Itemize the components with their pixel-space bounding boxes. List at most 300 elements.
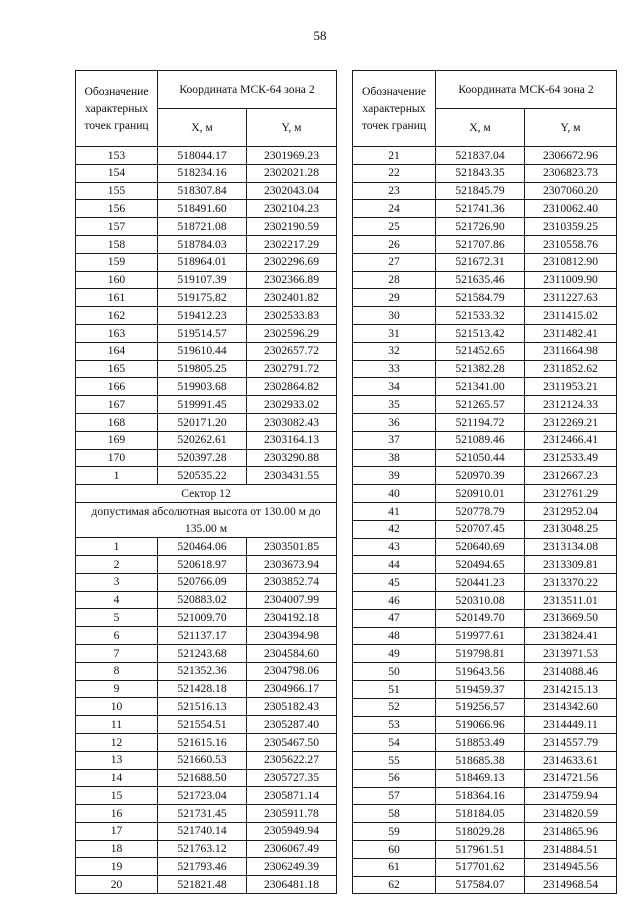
point-number-cell: 18 <box>76 840 158 858</box>
x-coordinate-cell: 521615.16 <box>158 733 247 751</box>
y-coordinate-cell: 2311953.21 <box>525 378 617 396</box>
x-coordinate-cell: 519805.25 <box>158 360 247 378</box>
table-row <box>76 591 337 609</box>
y-coordinate-cell: 2307060.20 <box>525 182 617 200</box>
table-row <box>76 876 337 894</box>
point-number-cell: 23 <box>353 182 436 200</box>
y-coordinate-cell: 2314759.94 <box>525 787 617 805</box>
point-number-cell: 33 <box>353 360 436 378</box>
table-row <box>353 591 617 609</box>
x-coordinate-cell: 518784.03 <box>158 235 247 253</box>
y-coordinate-cell: 2312124.33 <box>525 396 617 414</box>
y-coordinate-cell: 2303673.94 <box>247 555 337 573</box>
x-coordinate-cell: 519610.44 <box>158 342 247 360</box>
point-number-cell: 40 <box>353 485 436 503</box>
header-point-label: Обозначение характерных точек границ <box>76 71 158 147</box>
x-coordinate-cell: 521843.35 <box>436 164 525 182</box>
x-coordinate-cell: 521382.28 <box>436 360 525 378</box>
x-coordinate-cell: 520535.22 <box>158 467 247 485</box>
point-number-cell: 44 <box>353 556 436 574</box>
point-number-cell: 157 <box>76 218 158 236</box>
table-row <box>353 698 617 716</box>
y-coordinate-cell: 2305287.40 <box>247 716 337 734</box>
table-row <box>353 485 617 503</box>
y-coordinate-cell: 2311482.41 <box>525 324 617 342</box>
y-coordinate-cell: 2312952.04 <box>525 502 617 520</box>
x-coordinate-cell: 518853.49 <box>436 734 525 752</box>
point-number-cell: 37 <box>353 431 436 449</box>
table-row <box>353 360 617 378</box>
x-coordinate-cell: 521341.00 <box>436 378 525 396</box>
point-number-cell: 163 <box>76 324 158 342</box>
x-coordinate-cell: 520262.61 <box>158 431 247 449</box>
point-number-cell: 9 <box>76 680 158 698</box>
y-coordinate-cell: 2310062.40 <box>525 200 617 218</box>
point-number-cell: 13 <box>76 751 158 769</box>
y-coordinate-cell: 2312761.29 <box>525 485 617 503</box>
table-row <box>76 644 337 662</box>
header-x-label: X, м <box>158 109 247 147</box>
y-coordinate-cell: 2302296.69 <box>247 253 337 271</box>
x-coordinate-cell: 519459.37 <box>436 680 525 698</box>
point-number-cell: 56 <box>353 769 436 787</box>
point-number-cell: 167 <box>76 396 158 414</box>
point-number-cell: 48 <box>353 627 436 645</box>
y-coordinate-cell: 2311009.90 <box>525 271 617 289</box>
point-number-cell: 24 <box>353 200 436 218</box>
table-row <box>76 769 337 787</box>
point-number-cell: 32 <box>353 342 436 360</box>
x-coordinate-cell: 519798.81 <box>436 645 525 663</box>
y-coordinate-cell: 2314215.13 <box>525 680 617 698</box>
x-coordinate-cell: 521731.45 <box>158 805 247 823</box>
sector-header <box>76 485 337 538</box>
table-row <box>76 787 337 805</box>
y-coordinate-cell: 2304007.99 <box>247 591 337 609</box>
x-coordinate-cell: 520397.28 <box>158 449 247 467</box>
point-number-cell: 55 <box>353 752 436 770</box>
point-number-cell: 21 <box>353 147 436 165</box>
table-row <box>76 164 337 182</box>
table-row <box>76 538 337 556</box>
y-coordinate-cell: 2302190.59 <box>247 218 337 236</box>
x-coordinate-cell: 517584.07 <box>436 876 525 894</box>
point-number-cell: 39 <box>353 467 436 485</box>
table-row <box>353 663 617 681</box>
y-coordinate-cell: 2314342.60 <box>525 698 617 716</box>
table-row <box>353 324 617 342</box>
table-row <box>353 520 617 538</box>
table-row <box>353 734 617 752</box>
y-coordinate-cell: 2310359.25 <box>525 218 617 236</box>
point-number-cell: 155 <box>76 182 158 200</box>
y-coordinate-cell: 2314449.11 <box>525 716 617 734</box>
point-number-cell: 15 <box>76 787 158 805</box>
y-coordinate-cell: 2313971.53 <box>525 645 617 663</box>
x-coordinate-cell: 521741.36 <box>436 200 525 218</box>
table-row <box>76 467 337 485</box>
y-coordinate-cell: 2312466.41 <box>525 431 617 449</box>
y-coordinate-cell: 2313511.01 <box>525 591 617 609</box>
table-body-right <box>353 147 617 894</box>
point-number-cell: 41 <box>353 502 436 520</box>
table-row <box>76 751 337 769</box>
x-coordinate-cell: 520494.65 <box>436 556 525 574</box>
y-coordinate-cell: 2304192.18 <box>247 609 337 627</box>
x-coordinate-cell: 518234.16 <box>158 164 247 182</box>
point-number-cell: 59 <box>353 823 436 841</box>
x-coordinate-cell: 519991.45 <box>158 396 247 414</box>
x-coordinate-cell: 518685.38 <box>436 752 525 770</box>
y-coordinate-cell: 2313824.41 <box>525 627 617 645</box>
table-row <box>76 698 337 716</box>
point-number-cell: 60 <box>353 841 436 859</box>
point-number-cell: 35 <box>353 396 436 414</box>
table-row <box>353 218 617 236</box>
point-number-cell: 168 <box>76 413 158 431</box>
point-number-cell: 1 <box>76 538 158 556</box>
table-row <box>353 431 617 449</box>
page-number: 58 <box>313 28 327 43</box>
x-coordinate-cell: 518364.16 <box>436 787 525 805</box>
point-number-cell: 154 <box>76 164 158 182</box>
y-coordinate-cell: 2313309.81 <box>525 556 617 574</box>
header-coordinates-label: Координата МСК-64 зона 2 <box>158 71 337 109</box>
point-number-cell: 17 <box>76 822 158 840</box>
y-coordinate-cell: 2310558.76 <box>525 235 617 253</box>
y-coordinate-cell: 2306672.96 <box>525 147 617 165</box>
point-number-cell: 160 <box>76 271 158 289</box>
table-row <box>353 271 617 289</box>
table-row <box>353 752 617 770</box>
y-coordinate-cell: 2314088.46 <box>525 663 617 681</box>
x-coordinate-cell: 518029.28 <box>436 823 525 841</box>
y-coordinate-cell: 2313048.25 <box>525 520 617 538</box>
point-number-cell: 45 <box>353 574 436 592</box>
x-coordinate-cell: 520149.70 <box>436 609 525 627</box>
x-coordinate-cell: 521707.86 <box>436 235 525 253</box>
y-coordinate-cell: 2304394.98 <box>247 627 337 645</box>
point-number-cell: 49 <box>353 645 436 663</box>
point-number-cell: 161 <box>76 289 158 307</box>
y-coordinate-cell: 2302104.23 <box>247 200 337 218</box>
x-coordinate-cell: 519412.23 <box>158 307 247 325</box>
point-number-cell: 7 <box>76 644 158 662</box>
x-coordinate-cell: 518184.05 <box>436 805 525 823</box>
table-row <box>353 182 617 200</box>
point-number-cell: 58 <box>353 805 436 823</box>
table-body-sector-11 <box>76 147 337 485</box>
point-number-cell: 11 <box>76 716 158 734</box>
point-number-cell: 164 <box>76 342 158 360</box>
y-coordinate-cell: 2304966.17 <box>247 680 337 698</box>
table-row <box>353 342 617 360</box>
header-y-label: Y, м <box>247 109 337 147</box>
table-row <box>353 556 617 574</box>
sector-description: допустимая абсолютная высота от 130.00 м до 135.00 м <box>76 503 337 538</box>
point-number-cell: 57 <box>353 787 436 805</box>
y-coordinate-cell: 2314865.96 <box>525 823 617 841</box>
y-coordinate-cell: 2302864.82 <box>247 378 337 396</box>
y-coordinate-cell: 2306823.73 <box>525 164 617 182</box>
y-coordinate-cell: 2311415.02 <box>525 307 617 325</box>
x-coordinate-cell: 517701.62 <box>436 858 525 876</box>
table-row <box>76 182 337 200</box>
x-coordinate-cell: 519175.82 <box>158 289 247 307</box>
point-number-cell: 42 <box>353 520 436 538</box>
x-coordinate-cell: 521723.04 <box>158 787 247 805</box>
table-row <box>353 574 617 592</box>
y-coordinate-cell: 2312533.49 <box>525 449 617 467</box>
x-coordinate-cell: 521763.12 <box>158 840 247 858</box>
y-coordinate-cell: 2314884.51 <box>525 841 617 859</box>
table-body-sector-12 <box>76 538 337 894</box>
point-number-cell: 22 <box>353 164 436 182</box>
x-coordinate-cell: 521513.42 <box>436 324 525 342</box>
table-row <box>76 253 337 271</box>
table-row <box>76 840 337 858</box>
point-number-cell: 156 <box>76 200 158 218</box>
y-coordinate-cell: 2302021.28 <box>247 164 337 182</box>
x-coordinate-cell: 520618.97 <box>158 555 247 573</box>
y-coordinate-cell: 2303501.85 <box>247 538 337 556</box>
x-coordinate-cell: 521137.17 <box>158 627 247 645</box>
x-coordinate-cell: 521821.48 <box>158 876 247 894</box>
table-row <box>76 147 337 165</box>
point-number-cell: 165 <box>76 360 158 378</box>
table-row <box>353 858 617 876</box>
x-coordinate-cell: 521194.72 <box>436 413 525 431</box>
y-coordinate-cell: 2314820.59 <box>525 805 617 823</box>
x-coordinate-cell: 521660.53 <box>158 751 247 769</box>
y-coordinate-cell: 2304584.60 <box>247 644 337 662</box>
x-coordinate-cell: 520766.09 <box>158 573 247 591</box>
table-row <box>76 858 337 876</box>
table-row <box>76 609 337 627</box>
x-coordinate-cell: 521089.46 <box>436 431 525 449</box>
table-row <box>353 235 617 253</box>
coordinates-table-left <box>75 70 337 894</box>
table-row <box>353 164 617 182</box>
y-coordinate-cell: 2310812.90 <box>525 253 617 271</box>
point-number-cell: 47 <box>353 609 436 627</box>
point-number-cell: 43 <box>353 538 436 556</box>
table-row <box>353 823 617 841</box>
x-coordinate-cell: 521352.36 <box>158 662 247 680</box>
point-number-cell: 6 <box>76 627 158 645</box>
table-row <box>353 449 617 467</box>
x-coordinate-cell: 519977.61 <box>436 627 525 645</box>
table-row <box>353 147 617 165</box>
table-row <box>76 360 337 378</box>
x-coordinate-cell: 520970.39 <box>436 467 525 485</box>
point-number-cell: 3 <box>76 573 158 591</box>
table-row <box>353 502 617 520</box>
table-row <box>353 876 617 894</box>
x-coordinate-cell: 521740.14 <box>158 822 247 840</box>
x-coordinate-cell: 520910.01 <box>436 485 525 503</box>
point-number-cell: 12 <box>76 733 158 751</box>
point-number-cell: 50 <box>353 663 436 681</box>
header-y-label: Y, м <box>525 109 617 147</box>
table-row <box>76 733 337 751</box>
table-row <box>76 573 337 591</box>
x-coordinate-cell: 520171.20 <box>158 413 247 431</box>
point-number-cell: 36 <box>353 413 436 431</box>
table-row <box>353 716 617 734</box>
table-row <box>76 822 337 840</box>
table-row <box>353 645 617 663</box>
table-row <box>76 200 337 218</box>
header-x-label: X, м <box>436 109 525 147</box>
y-coordinate-cell: 2305182.43 <box>247 698 337 716</box>
y-coordinate-cell: 2303290.88 <box>247 449 337 467</box>
table-row <box>76 378 337 396</box>
point-number-cell: 29 <box>353 289 436 307</box>
y-coordinate-cell: 2312667.23 <box>525 467 617 485</box>
point-number-cell: 52 <box>353 698 436 716</box>
x-coordinate-cell: 520310.08 <box>436 591 525 609</box>
table-row <box>353 627 617 645</box>
x-coordinate-cell: 521452.65 <box>436 342 525 360</box>
y-coordinate-cell: 2305911.78 <box>247 805 337 823</box>
point-number-cell: 5 <box>76 609 158 627</box>
x-coordinate-cell: 520883.02 <box>158 591 247 609</box>
table-row <box>76 307 337 325</box>
x-coordinate-cell: 521428.18 <box>158 680 247 698</box>
x-coordinate-cell: 519256.57 <box>436 698 525 716</box>
table-row <box>76 235 337 253</box>
y-coordinate-cell: 2313669.50 <box>525 609 617 627</box>
y-coordinate-cell: 2303082.43 <box>247 413 337 431</box>
y-coordinate-cell: 2306249.39 <box>247 858 337 876</box>
y-coordinate-cell: 2304798.06 <box>247 662 337 680</box>
y-coordinate-cell: 2305467.50 <box>247 733 337 751</box>
point-number-cell: 8 <box>76 662 158 680</box>
point-number-cell: 162 <box>76 307 158 325</box>
y-coordinate-cell: 2306481.18 <box>247 876 337 894</box>
x-coordinate-cell: 518491.60 <box>158 200 247 218</box>
y-coordinate-cell: 2314633.61 <box>525 752 617 770</box>
table-row <box>76 396 337 414</box>
x-coordinate-cell: 520707.45 <box>436 520 525 538</box>
y-coordinate-cell: 2305622.27 <box>247 751 337 769</box>
point-number-cell: 46 <box>353 591 436 609</box>
table-row <box>76 555 337 573</box>
point-number-cell: 38 <box>353 449 436 467</box>
table-row <box>353 200 617 218</box>
y-coordinate-cell: 2313134.08 <box>525 538 617 556</box>
point-number-cell: 62 <box>353 876 436 894</box>
y-coordinate-cell: 2302217.29 <box>247 235 337 253</box>
y-coordinate-cell: 2301969.23 <box>247 147 337 165</box>
y-coordinate-cell: 2303852.74 <box>247 573 337 591</box>
y-coordinate-cell: 2314557.79 <box>525 734 617 752</box>
y-coordinate-cell: 2302933.02 <box>247 396 337 414</box>
point-number-cell: 31 <box>353 324 436 342</box>
x-coordinate-cell: 521009.70 <box>158 609 247 627</box>
y-coordinate-cell: 2311227.63 <box>525 289 617 307</box>
x-coordinate-cell: 521050.44 <box>436 449 525 467</box>
table-row <box>76 716 337 734</box>
coordinates-table-right <box>352 70 617 894</box>
x-coordinate-cell: 521726.90 <box>436 218 525 236</box>
table-row <box>353 253 617 271</box>
table-row <box>76 627 337 645</box>
point-number-cell: 1 <box>76 467 158 485</box>
y-coordinate-cell: 2303431.55 <box>247 467 337 485</box>
point-number-cell: 158 <box>76 235 158 253</box>
point-number-cell: 27 <box>353 253 436 271</box>
point-number-cell: 4 <box>76 591 158 609</box>
x-coordinate-cell: 521793.46 <box>158 858 247 876</box>
table-row <box>353 609 617 627</box>
point-number-cell: 26 <box>353 235 436 253</box>
point-number-cell: 34 <box>353 378 436 396</box>
x-coordinate-cell: 521837.04 <box>436 147 525 165</box>
table-row <box>76 324 337 342</box>
point-number-cell: 166 <box>76 378 158 396</box>
x-coordinate-cell: 518044.17 <box>158 147 247 165</box>
point-number-cell: 14 <box>76 769 158 787</box>
x-coordinate-cell: 521533.32 <box>436 307 525 325</box>
point-number-cell: 169 <box>76 431 158 449</box>
table-row <box>353 787 617 805</box>
table-row <box>353 680 617 698</box>
y-coordinate-cell: 2302791.72 <box>247 360 337 378</box>
point-number-cell: 19 <box>76 858 158 876</box>
x-coordinate-cell: 521243.68 <box>158 644 247 662</box>
x-coordinate-cell: 520640.69 <box>436 538 525 556</box>
table-row <box>353 378 617 396</box>
x-coordinate-cell: 519643.56 <box>436 663 525 681</box>
y-coordinate-cell: 2302596.29 <box>247 324 337 342</box>
x-coordinate-cell: 520778.79 <box>436 502 525 520</box>
x-coordinate-cell: 521554.51 <box>158 716 247 734</box>
point-number-cell: 25 <box>353 218 436 236</box>
table-row <box>353 396 617 414</box>
sector-title: Сектор 12 <box>76 485 337 503</box>
point-number-cell: 30 <box>353 307 436 325</box>
header-coordinates-label: Координата МСК-64 зона 2 <box>436 71 617 109</box>
x-coordinate-cell: 519903.68 <box>158 378 247 396</box>
x-coordinate-cell: 518721.08 <box>158 218 247 236</box>
y-coordinate-cell: 2302401.82 <box>247 289 337 307</box>
point-number-cell: 51 <box>353 680 436 698</box>
y-coordinate-cell: 2306067.49 <box>247 840 337 858</box>
x-coordinate-cell: 518964.01 <box>158 253 247 271</box>
table-row <box>353 307 617 325</box>
header-point-label: Обозначение характерных точек границ <box>353 71 436 147</box>
x-coordinate-cell: 520464.06 <box>158 538 247 556</box>
point-number-cell: 54 <box>353 734 436 752</box>
y-coordinate-cell: 2302533.83 <box>247 307 337 325</box>
y-coordinate-cell: 2313370.22 <box>525 574 617 592</box>
x-coordinate-cell: 518307.84 <box>158 182 247 200</box>
y-coordinate-cell: 2311852.62 <box>525 360 617 378</box>
y-coordinate-cell: 2303164.13 <box>247 431 337 449</box>
table-row <box>76 680 337 698</box>
x-coordinate-cell: 518469.13 <box>436 769 525 787</box>
table-row <box>76 431 337 449</box>
point-number-cell: 170 <box>76 449 158 467</box>
point-number-cell: 53 <box>353 716 436 734</box>
table-row <box>353 841 617 859</box>
x-coordinate-cell: 519107.39 <box>158 271 247 289</box>
table-row <box>353 413 617 431</box>
x-coordinate-cell: 521672.31 <box>436 253 525 271</box>
y-coordinate-cell: 2305871.14 <box>247 787 337 805</box>
